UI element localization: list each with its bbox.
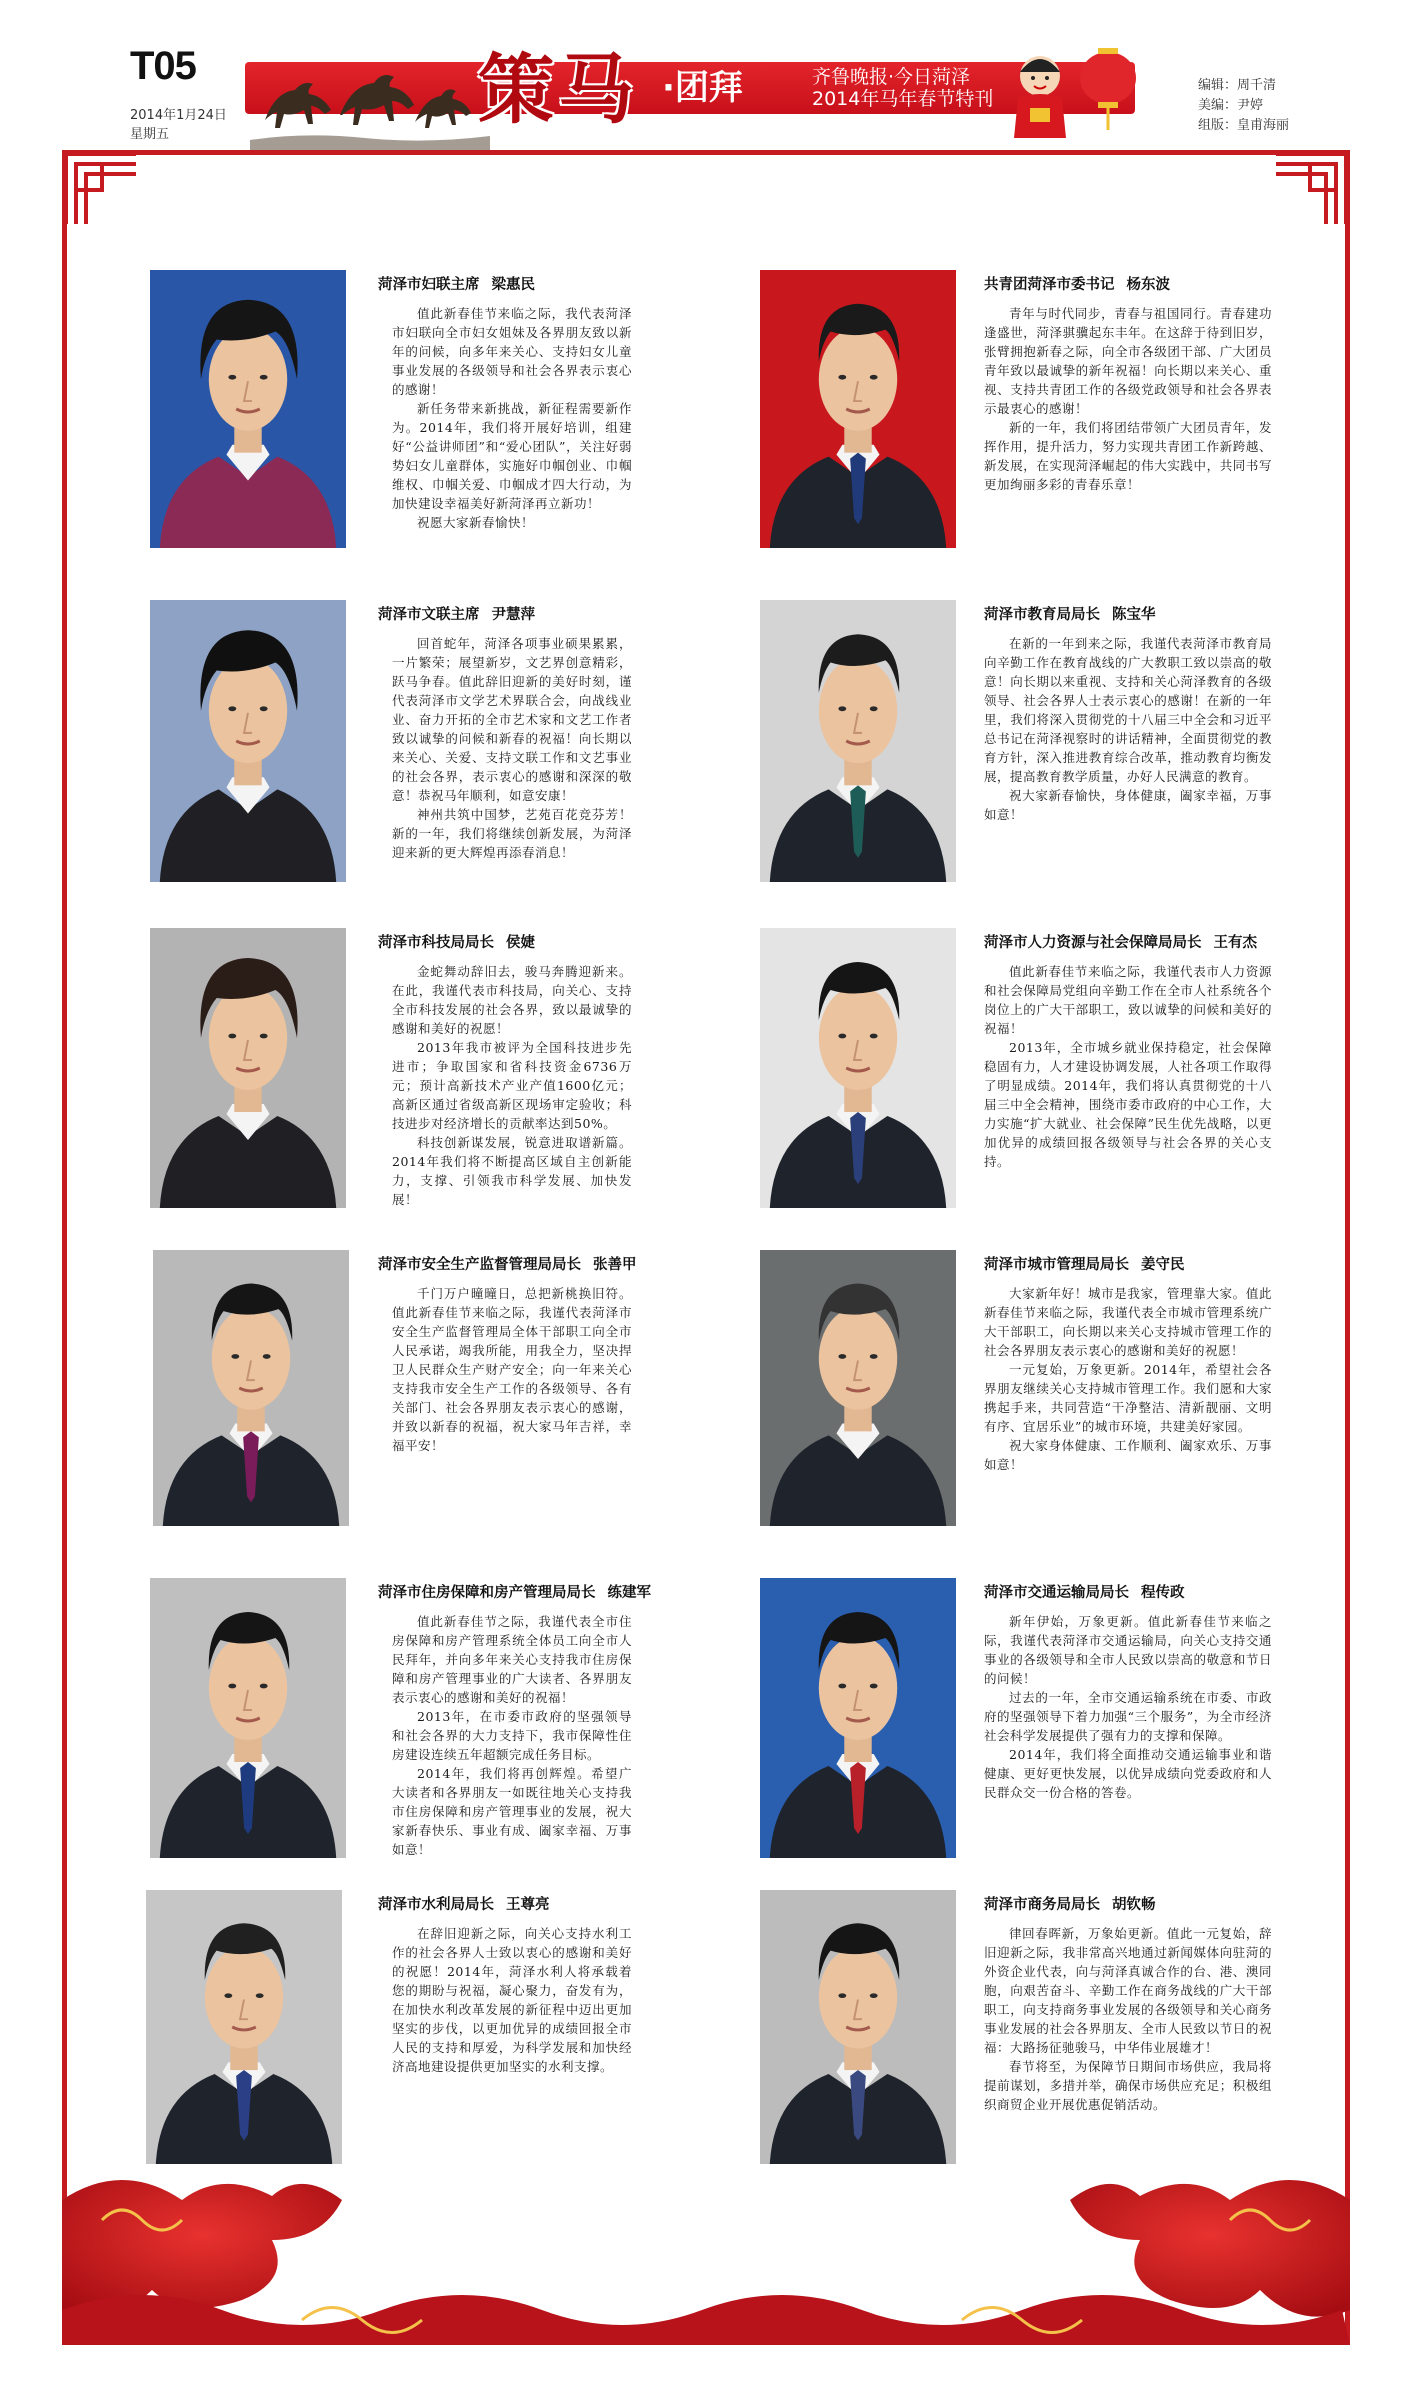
portrait-photo — [150, 1578, 346, 1858]
greeting-paragraph: 祝愿大家新春愉快！ — [417, 515, 535, 530]
profile-caption — [378, 1256, 637, 1274]
credit-art-editor: 美编：尹婷 — [1198, 98, 1264, 113]
greeting-paragraph: 祝大家身体健康、工作顺利、阖家欢乐、万事如意！ — [984, 1438, 1272, 1472]
official-name: 姜守民 — [1141, 1257, 1185, 1273]
greeting-paragraph: 春节将至，为保障节日期间市场供应，我局将提前谋划，多措并举，确保市场供应充足；积极组织商贸企业开展优惠促销活动。 — [984, 2059, 1272, 2112]
festive-cloud-footer — [62, 2160, 1350, 2345]
greeting-paragraph: 一元复始，万象更新。2014年，希望社会各界朋友继续关心支持城市管理工作。我们愿和大家携起手来，共同营造“干净整洁、清新靓丽、文明有序、宜居乐业”的城市环境，共建美好家园。 — [984, 1362, 1272, 1434]
greeting-paragraph: 千门万户曈曈日，总把新桃换旧符。值此新春佳节来临之际，我谨代表菏泽市安全生产监督管理局全体干部职工向全市人民承诺，竭我所能，用我全力，坚决捍卫人民群众生产财产安全；向一年来关心支持我市安全生产工作的各级领导、各有关部门、社会各界朋友表示衷心的感谢，并致以新春的祝福，祝大家马年吉祥，幸福平安！ — [392, 1286, 632, 1453]
official-title: 菏泽市人力资源与社会保障局局长 — [984, 935, 1202, 951]
greeting-paragraph: 新任务带来新挑战，新征程需要新作为。2014年，我们将开展好培训，组建好“公益讲师团”和“爱心团队”，关注好弱势妇女儿童群体，实施好巾帼创业、巾帼维权、巾帼关爱、巾帼成才四大行动，为加快建设幸福美好新菏泽再立新功！ — [392, 401, 632, 511]
profile-caption — [984, 276, 1170, 294]
official-name: 王有杰 — [1213, 935, 1257, 951]
official-name: 程传政 — [1141, 1585, 1185, 1601]
greeting-message — [984, 304, 1272, 494]
greeting-message — [984, 1924, 1272, 2114]
greeting-paragraph: 值此新春佳节来临之际，我代表菏泽市妇联向全市妇女姐妹及各界朋友致以新年的问候，向多年来关心、支持妇女儿童事业发展的各级领导和社会各界表示衷心的感谢！ — [392, 306, 632, 397]
official-title: 菏泽市安全生产监督管理局局长 — [378, 1257, 581, 1273]
lantern-child-illustration — [1000, 38, 1140, 150]
portrait-photo — [150, 928, 346, 1208]
publication-weekday: 星期五 — [130, 127, 170, 142]
editorial-credits — [1198, 76, 1289, 136]
greeting-message — [984, 962, 1272, 1171]
banner-subtitle: ·团拜 — [662, 68, 743, 108]
official-name: 练建军 — [607, 1585, 651, 1601]
official-title: 共青团菏泽市委书记 — [984, 277, 1115, 293]
portrait-photo — [760, 270, 956, 548]
official-title: 菏泽市水利局局长 — [378, 1897, 494, 1913]
newspaper-name: 齐鲁晚报·今日菏泽 — [812, 66, 971, 88]
greeting-paragraph: 祝大家新春愉快，身体健康，阖家幸福，万事如意！ — [984, 788, 1272, 822]
official-title: 菏泽市科技局局长 — [378, 935, 494, 951]
profile-caption — [378, 606, 535, 624]
official-name: 梁惠民 — [491, 277, 535, 293]
official-name: 尹慧萍 — [491, 607, 535, 623]
special-issue-label: 2014年马年春节特刊 — [812, 88, 994, 110]
official-title: 菏泽市妇联主席 — [378, 277, 480, 293]
official-title: 菏泽市教育局局长 — [984, 607, 1100, 623]
greeting-paragraph: 过去的一年，全市交通运输系统在市委、市政府的坚强领导下着力加强“三个服务”，为全市经济社会科学发展提供了强有力的支撑和保障。 — [984, 1690, 1272, 1743]
greeting-message — [984, 634, 1272, 824]
publication-date: 2014年1月24日 — [130, 108, 227, 123]
portrait-photo — [760, 1890, 956, 2164]
portrait-photo — [760, 1250, 956, 1526]
official-name: 王尊亮 — [506, 1897, 550, 1913]
profile-caption — [378, 1584, 651, 1602]
official-name: 陈宝华 — [1112, 607, 1156, 623]
greeting-paragraph: 值此新春佳节来临之际，我谨代表市人力资源和社会保障局党组向辛勤工作在全市人社系统各个岗位上的广大干部职工，致以诚挚的问候和美好的祝福！ — [984, 964, 1272, 1036]
galloping-horses-illustration — [245, 40, 495, 150]
greeting-paragraph: 律回春晖新，万象始更新。值此一元复始，辞旧迎新之际，我非常高兴地通过新闻媒体向驻菏的外资企业代表，向与菏泽真诚合作的台、港、澳同胞，向艰苦奋斗、辛勤工作在商务战线的广大干部职工，向支持商务事业发展的各级领导和关心商务事业发展的社会各界朋友、全市人民致以节日的祝福：大路扬征驰骏马，中华伟业展雄才！ — [984, 1926, 1272, 2055]
credit-editor: 编辑：周千清 — [1198, 78, 1277, 93]
portrait-photo — [150, 600, 346, 882]
greeting-message — [392, 1284, 632, 1455]
greeting-paragraph: 2014年，我们将全面推动交通运输事业和谐健康、更好更快发展，以优异成绩向党委政府和人民群众交一份合格的答卷。 — [984, 1747, 1272, 1800]
portrait-photo — [150, 270, 346, 548]
banner-title: 策马 — [478, 45, 638, 134]
greeting-paragraph: 金蛇舞动辞旧去，骏马奔腾迎新来。在此，我谨代表市科技局，向关心、支持全市科技发展的社会各界，致以最诚挚的感谢和美好的祝愿！ — [392, 964, 632, 1036]
profile-caption — [984, 1584, 1185, 1602]
official-name: 胡钦畅 — [1112, 1897, 1156, 1913]
frame-corner-ornament — [1272, 150, 1350, 228]
profile-caption — [378, 934, 535, 952]
greeting-paragraph: 大家新年好！城市是我家，管理靠大家。值此新春佳节来临之际，我谨代表全市城市管理系统广大干部职工，向长期以来关心支持城市管理工作的社会各界朋友表示衷心的感谢和美好的祝愿！ — [984, 1286, 1272, 1358]
greeting-message — [392, 304, 632, 532]
profile-caption — [984, 934, 1257, 952]
greeting-paragraph: 2013年，全市城乡就业保持稳定，社会保障稳固有力，人才建设协调发展，人社各项工作取得了明显成绩。2014年，我们将认真贯彻党的十八届三中全会精神，围绕市委市政府的中心工作，大力实施“扩大就业、社会保障”民生优先战略，以更加优异的成绩回报各级领导与社会各界的关心支持。 — [984, 1040, 1272, 1169]
page-header — [0, 0, 1409, 150]
official-title: 菏泽市文联主席 — [378, 607, 480, 623]
profile-caption — [984, 1896, 1156, 1914]
page-number: T05 — [130, 44, 196, 88]
greeting-paragraph: 2013年我市被评为全国科技进步先进市；争取国家和省科技资金6736万元；预计高新技术产业产值1600亿元；高新区通过省级高新区现场审定验收；科技进步对经济增长的贡献率达到50%。 — [392, 1040, 632, 1131]
greeting-paragraph: 新的一年，我们将团结带领广大团员青年，发挥作用，提升活力，努力实现共青团工作新跨越、新发展，在实现菏泽崛起的伟大实践中，共同书写更加绚丽多彩的青春乐章！ — [984, 420, 1272, 492]
official-name: 侯婕 — [506, 935, 535, 951]
profile-caption — [378, 1896, 550, 1914]
greeting-message — [984, 1284, 1272, 1474]
official-title: 菏泽市交通运输局局长 — [984, 1585, 1129, 1601]
greeting-message — [984, 1612, 1272, 1802]
portrait-photo — [760, 600, 956, 882]
official-title: 菏泽市住房保障和房产管理局局长 — [378, 1585, 596, 1601]
greeting-paragraph: 回首蛇年，菏泽各项事业硕果累累，一片繁荣；展望新岁，文艺界创意精彩，跃马争春。值此辞旧迎新的美好时刻，谨代表菏泽市文学艺术界联合会，向战线业业、奋力开拓的全市艺术家和文艺工作者致以诚挚的问候和新春的祝福！向长期以来关心、关爱、支持文联工作和文艺事业的社会各界，表示衷心的感谢和深深的敬意！恭祝马年顺利，如意安康！ — [392, 636, 632, 803]
greeting-paragraph: 2013年，在市委市政府的坚强领导和社会各界的大力支持下，我市保障性住房建设连续五年超额完成任务目标。 — [392, 1709, 632, 1762]
official-name: 张善甲 — [593, 1257, 637, 1273]
profile-caption — [984, 1256, 1185, 1274]
profile-caption — [378, 276, 535, 294]
greeting-paragraph: 在辞旧迎新之际，向关心支持水利工作的社会各界人士致以衷心的感谢和美好的祝愿！2014年，菏泽水利人将承载着您的期盼与祝福，凝心聚力，奋发有为，在加快水利改革发展的新征程中迈出更加坚实的步伐，以更加优异的成绩回报全市人民的支持和厚爱，为科学发展和加快经济高地建设提供更加坚实的水利支撑。 — [392, 1926, 632, 2074]
greeting-paragraph: 2014年，我们将再创辉煌。希望广大读者和各界朋友一如既往地关心支持我市住房保障和房产管理事业的发展，祝大家新春快乐、事业有成、阖家幸福、万事如意！ — [392, 1766, 632, 1857]
portrait-photo — [760, 928, 956, 1208]
portrait-photo — [146, 1890, 342, 2164]
frame-corner-ornament — [62, 150, 140, 228]
greeting-paragraph: 新年伊始，万象更新。值此新春佳节来临之际，我谨代表菏泽市交通运输局，向关心支持交通事业的各级领导和全市人民致以崇高的敬意和节日的问候！ — [984, 1614, 1272, 1686]
profile-caption — [984, 606, 1156, 624]
greeting-message — [392, 1612, 632, 1859]
greeting-paragraph: 在新的一年到来之际，我谨代表菏泽市教育局向辛勤工作在教育战线的广大教职工致以崇高的敬意！向长期以来重视、支持和关心菏泽教育的各级领导、社会各界人士表示衷心的感谢！在新的一年里，我们将深入贯彻党的十八届三中全会和习近平总书记在菏泽视察时的讲话精神，全面贯彻党的教育方针，深入推进教育综合改革，推动教育均衡发展，提高教育教学质量，办好人民满意的教育。 — [984, 636, 1272, 784]
credit-layout: 组版：皇甫海丽 — [1198, 118, 1290, 133]
greeting-paragraph: 神州共筑中国梦，艺苑百花竞芬芳！新的一年，我们将继续创新发展，为菏泽迎来新的更大辉煌再添春消息！ — [392, 807, 632, 860]
greeting-message — [392, 1924, 632, 2076]
greeting-message — [392, 634, 632, 862]
official-name: 杨东波 — [1126, 277, 1170, 293]
greeting-paragraph: 科技创新谋发展，锐意进取谱新篇。2014年我们将不断提高区域自主创新能力，支撑、引领我市科学发展、加快发展！ — [392, 1135, 632, 1207]
greeting-message — [392, 962, 632, 1209]
official-title: 菏泽市商务局局长 — [984, 1897, 1100, 1913]
official-title: 菏泽市城市管理局局长 — [984, 1257, 1129, 1273]
portrait-photo — [153, 1250, 349, 1526]
greeting-paragraph: 值此新春佳节之际，我谨代表全市住房保障和房产管理系统全体员工向全市人民拜年，并向多年来关心支持我市住房保障和房产管理事业的广大读者、各界朋友表示衷心的感谢和美好的祝福！ — [392, 1614, 632, 1705]
greeting-paragraph: 青年与时代同步，青春与祖国同行。青春建功逢盛世，菏泽骐骥起东丰年。在这辞于待到旧岁，张臂拥抱新春之际，向全市各级团干部、广大团员青年致以最诚挚的新年祝福！向长期以来关心、重视、支持共青团工作的各级党政领导和社会各界表示最衷心的感谢！ — [984, 306, 1272, 416]
portrait-photo — [760, 1578, 956, 1858]
